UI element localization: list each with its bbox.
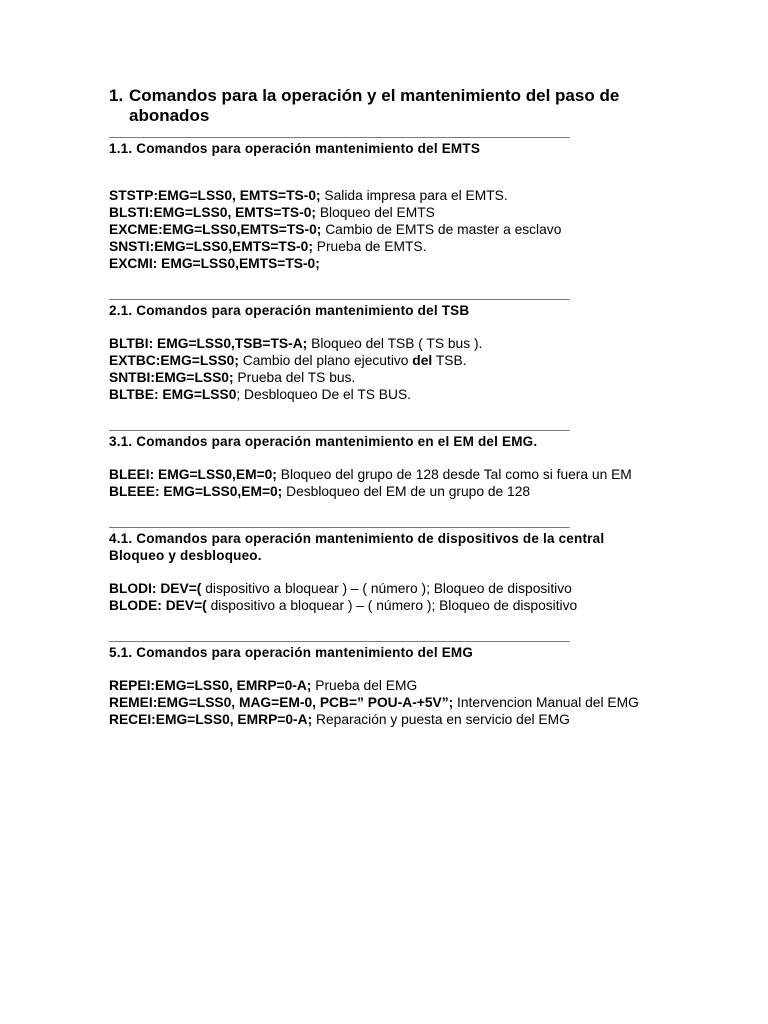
command-code: SNSTI:EMG=LSS0,EMTS=TS-0; [109,239,313,254]
separator-rule: _______________________________________________________________ [109,126,570,139]
command-description: Salida impresa para el EMTS. [320,188,508,203]
command-description: Cambio de EMTS de master a esclavo [321,222,562,237]
command-line [109,187,649,204]
command-line [109,221,649,238]
document-page [109,86,649,728]
command-description: Desbloqueo del EM de un grupo de 128 [282,484,531,499]
command-description-bold: del [412,353,433,368]
command-code: BLTBE: EMG=LSS0 [109,387,237,402]
command-line [109,335,649,352]
separator-rule: _______________________________________________________________ [109,630,570,643]
command-line [109,483,649,500]
section-title-em: 3.1. Comandos para operación mantenimiento en el EM del EMG. [109,434,538,449]
separator-rule: _______________________________________________________________ [109,516,570,529]
command-code: REPEI:EMG=LSS0, EMRP=0-A; [109,678,312,693]
command-description: Cambio del plano ejecutivo [238,353,413,368]
command-description: dispositivo a bloquear ) – ( número ); Bloqueo de dispositivo [206,598,578,613]
command-line [109,580,649,597]
command-description: Bloqueo del grupo de 128 desde Tal como si fuera un EM [276,467,632,482]
command-code: BLTBI: EMG=LSS0,TSB=TS-A; [109,336,308,351]
command-line [109,386,649,403]
command-description: Bloqueo del EMTS [315,205,435,220]
command-description: ; Desbloqueo De el TS BUS. [236,387,411,402]
command-code: REMEI:EMG=LSS0, MAG=EM-0, PCB=” POU-A-+5V”; [109,695,454,710]
command-description: Prueba del EMG [311,678,418,693]
command-line [109,352,649,369]
command-code: BLSTI:EMG=LSS0, EMTS=TS-0; [109,205,316,220]
command-line [109,204,649,221]
command-code: EXCME:EMG=LSS0,EMTS=TS-0; [109,222,322,237]
command-line [109,711,649,728]
command-description: Prueba del TS bus. [233,370,356,385]
command-code: SNTBI:EMG=LSS0; [109,370,234,385]
command-line [109,466,649,483]
command-description: Prueba de EMTS. [312,239,427,254]
command-code: BLODI: DEV=( [109,581,202,596]
command-code: BLEEE: EMG=LSS0,EM=0; [109,484,283,499]
command-description: Reparación y puesta en servicio del EMG [312,712,570,727]
section-title-tsb: 2.1. Comandos para operación mantenimiento del TSB [109,303,470,318]
command-description: Intervencion Manual del EMG [453,695,639,710]
command-description: dispositivo a bloquear ) – ( número ); Bloqueo de dispositivo [201,581,572,596]
separator-rule: _______________________________________________________________ [109,419,570,432]
command-code: EXTBC:EMG=LSS0; [109,353,239,368]
command-description: TSB. [432,353,467,368]
separator-rule: _______________________________________________________________ [109,288,570,301]
document-title-text: Comandos para la operación y el mantenimiento del paso de abonados [129,86,620,125]
command-code: BLODE: DEV=( [109,598,207,613]
command-description: Bloqueo del TSB ( TS bus ). [307,336,483,351]
document-title-number: 1. [109,86,124,105]
command-line [109,238,649,255]
command-line [109,694,649,711]
document-title [109,86,649,126]
section-title-emg: 5.1. Comandos para operación mantenimiento del EMG [109,645,474,660]
command-code: STSTP:EMG=LSS0, EMTS=TS-0; [109,188,321,203]
command-code: BLEEI: EMG=LSS0,EM=0; [109,467,277,482]
section-title-dispositivos: 4.1. Comandos para operación mantenimiento de dispositivos de la central Bloqueo y desbloqueo. [109,531,605,563]
command-code: RECEI:EMG=LSS0, EMRP=0-A; [109,712,313,727]
command-code: EXCMI: EMG=LSS0,EMTS=TS-0; [109,256,320,271]
section-title-emts: 1.1. Comandos para operación mantenimiento del EMTS [109,141,481,156]
command-line [109,369,649,386]
command-line [109,597,649,614]
command-line [109,677,649,694]
command-line [109,255,649,272]
